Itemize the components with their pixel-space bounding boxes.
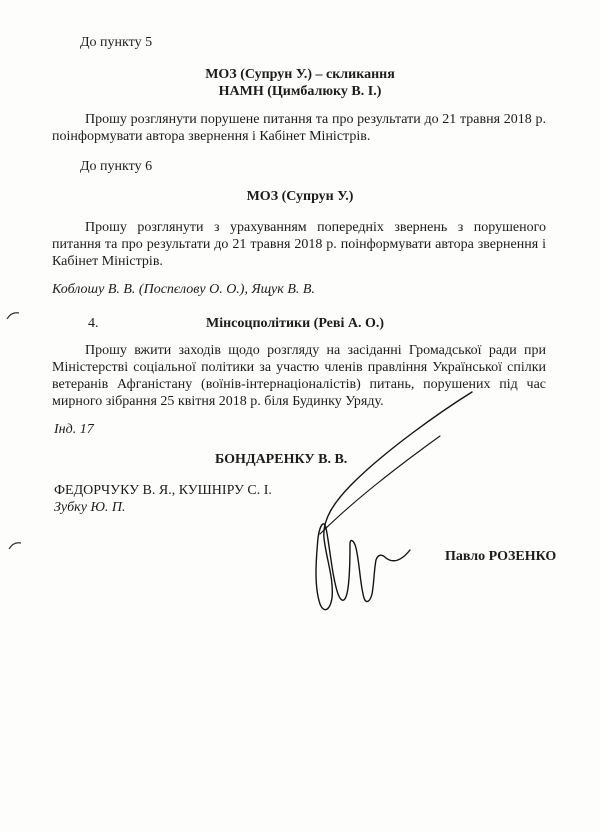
index-label: Інд. 17 xyxy=(54,422,94,437)
item4-number: 4. xyxy=(88,316,99,331)
item6-copy-to: Коблошу В. В. (Поспєлову О. О.), Ящук В. В. xyxy=(52,282,315,297)
cc-line-2: Зубку Ю. П. xyxy=(54,500,126,515)
handwritten-signature xyxy=(290,388,490,618)
item5-label: До пункту 5 xyxy=(80,35,153,50)
item5-addressee-1: МОЗ (Супрун У.) – скликання xyxy=(205,67,395,82)
item6-addressee: МОЗ (Супрун У.) xyxy=(246,189,354,204)
margin-mark-icon xyxy=(8,541,22,551)
item5-text: Прошу розглянути порушене питання та про результати до 21 травня 2018 р. поінформувати автора звернення і Кабінет Міністрів. xyxy=(52,112,546,144)
margin-mark-icon xyxy=(6,311,20,321)
recipient: БОНДАРЕНКУ В. В. xyxy=(215,452,348,467)
signatory: Павло РОЗЕНКО xyxy=(445,549,557,564)
item4-addressee: Мінсоцполітики (Реві А. О.) xyxy=(206,316,385,331)
cc-line-1: ФЕДОРЧУКУ В. Я., КУШНІРУ С. І. xyxy=(54,483,272,498)
item6-label: До пункту 6 xyxy=(80,159,153,174)
item5-addressee-2: НАМН (Цимбалюку В. І.) xyxy=(218,84,382,99)
item6-text: Прошу розглянути з урахуванням попередніх звернень з порушеного питання та про результати до 21 травня 2018 р. поінформувати автора звернення і Кабінет Міністрів. xyxy=(52,220,546,269)
item4-text: Прошу вжити заходів щодо розгляду на засіданні Громадської ради при Міністерстві соціальної політики за участю членів правління Української спілки ветеранів Афганістану (воїнів-інтернаціоналістів) питань, порушених під час мирного зібрання 25 квітня 2018 р. біля Будинку Уряду. xyxy=(52,343,546,409)
